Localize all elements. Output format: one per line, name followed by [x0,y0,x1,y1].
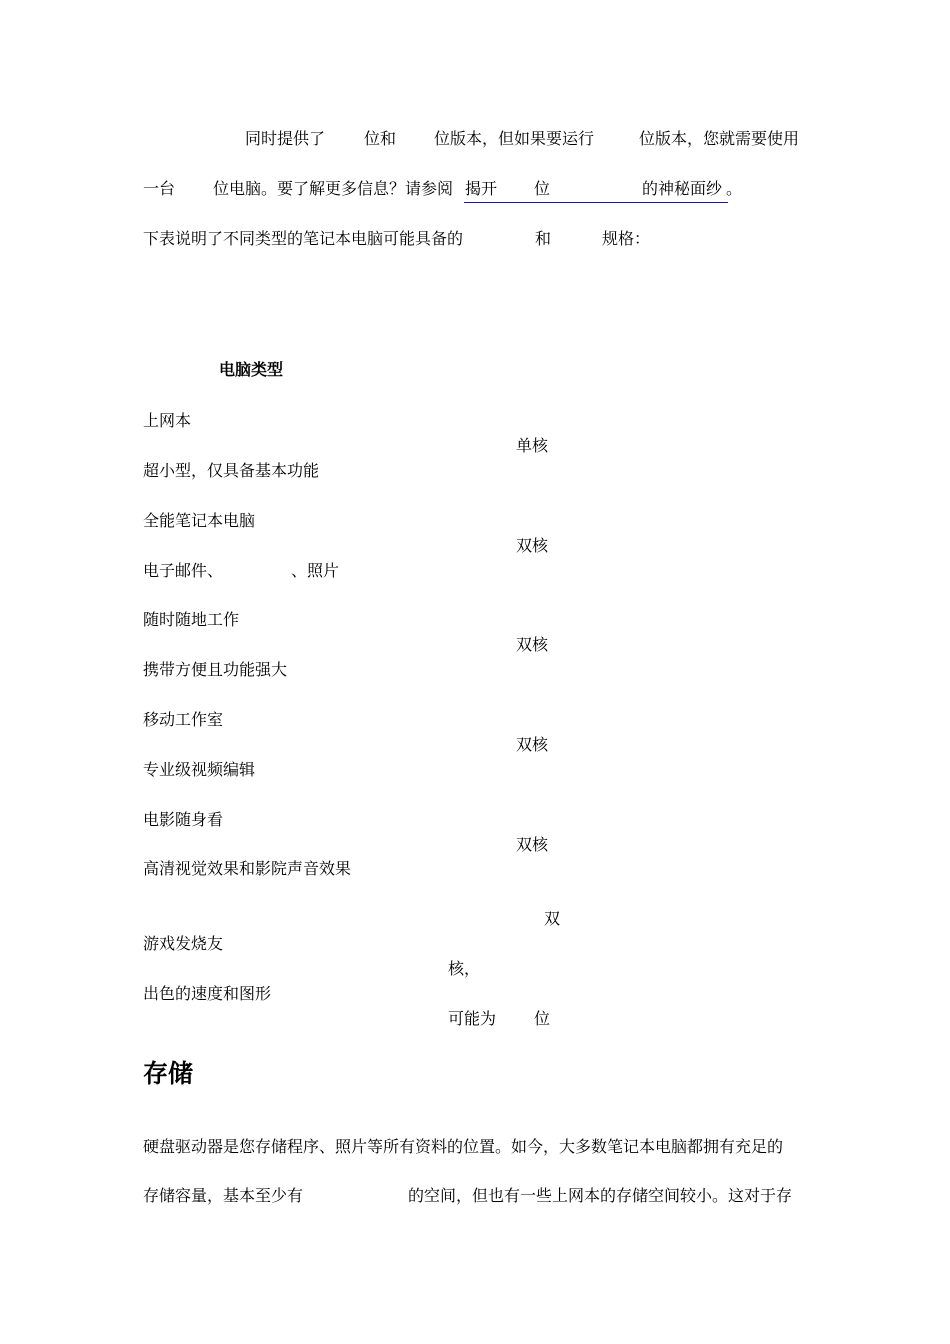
row-cpu: 双核 [516,536,549,555]
article-link-part1[interactable]: 揭开 [465,179,498,198]
row-cpu: 双核 [516,635,549,654]
row-cpu-line3-part1: 可能为 [448,1009,497,1028]
intro-line1-seg4: 位版本，您就需要使用 [639,129,800,148]
intro-line1-seg3: 位版本，但如果要运行 [434,129,595,148]
row-cpu: 双核 [516,835,549,854]
row-desc: 携带方便且功能强大 [143,660,288,679]
row-name: 移动工作室 [143,710,224,729]
row-desc: 出色的速度和图形 [143,984,272,1003]
intro-line2-end: 。 [726,179,743,198]
section-heading-storage: 存储 [143,1059,194,1088]
row-desc: 专业级视频编辑 [143,760,256,779]
storage-paragraph-line1: 硬盘驱动器是您存储程序、照片等所有资料的位置。如今，大多数笔记本电脑都拥有充足的 [143,1137,784,1156]
row-name: 游戏发烧友 [143,934,224,953]
intro-line2-seg1: 一台 [143,179,176,198]
row-desc-part1: 电子邮件、 [143,561,224,580]
storage-paragraph-line2-part1: 存储容量，基本至少有 [143,1186,304,1205]
intro-line3-seg1: 下表说明了不同类型的笔记本电脑可能具备的 [143,229,464,248]
table-header-computer-type: 电脑类型 [219,360,284,379]
row-cpu-line2: 核， [448,959,481,978]
intro-line3-seg2: 和 [535,229,552,248]
intro-line1-seg1: 同时提供了 [245,129,326,148]
row-name: 电影随身看 [143,810,224,829]
row-cpu-line1: 双 [544,909,561,928]
row-name: 上网本 [143,411,192,430]
intro-line1-seg2: 位和 [364,129,397,148]
article-link-part3[interactable]: 的神秘面纱 [642,179,723,198]
article-link-part2[interactable]: 位 [534,179,551,198]
row-desc: 高清视觉效果和影院声音效果 [143,859,352,878]
intro-line2-seg2: 位电脑。要了解更多信息？请参阅 [213,179,454,198]
row-name: 随时随地工作 [143,610,240,629]
row-name: 全能笔记本电脑 [143,511,256,530]
row-cpu: 单核 [516,436,549,455]
row-cpu-line3-part2: 位 [534,1009,551,1028]
row-desc: 超小型，仅具备基本功能 [143,461,320,480]
storage-paragraph-line2-part2: 的空间，但也有一些上网本的存储空间较小。这对于存 [408,1186,793,1205]
intro-line3-seg3: 规格： [602,229,651,248]
row-cpu: 双核 [516,735,549,754]
row-desc-part2: 、照片 [291,561,340,580]
